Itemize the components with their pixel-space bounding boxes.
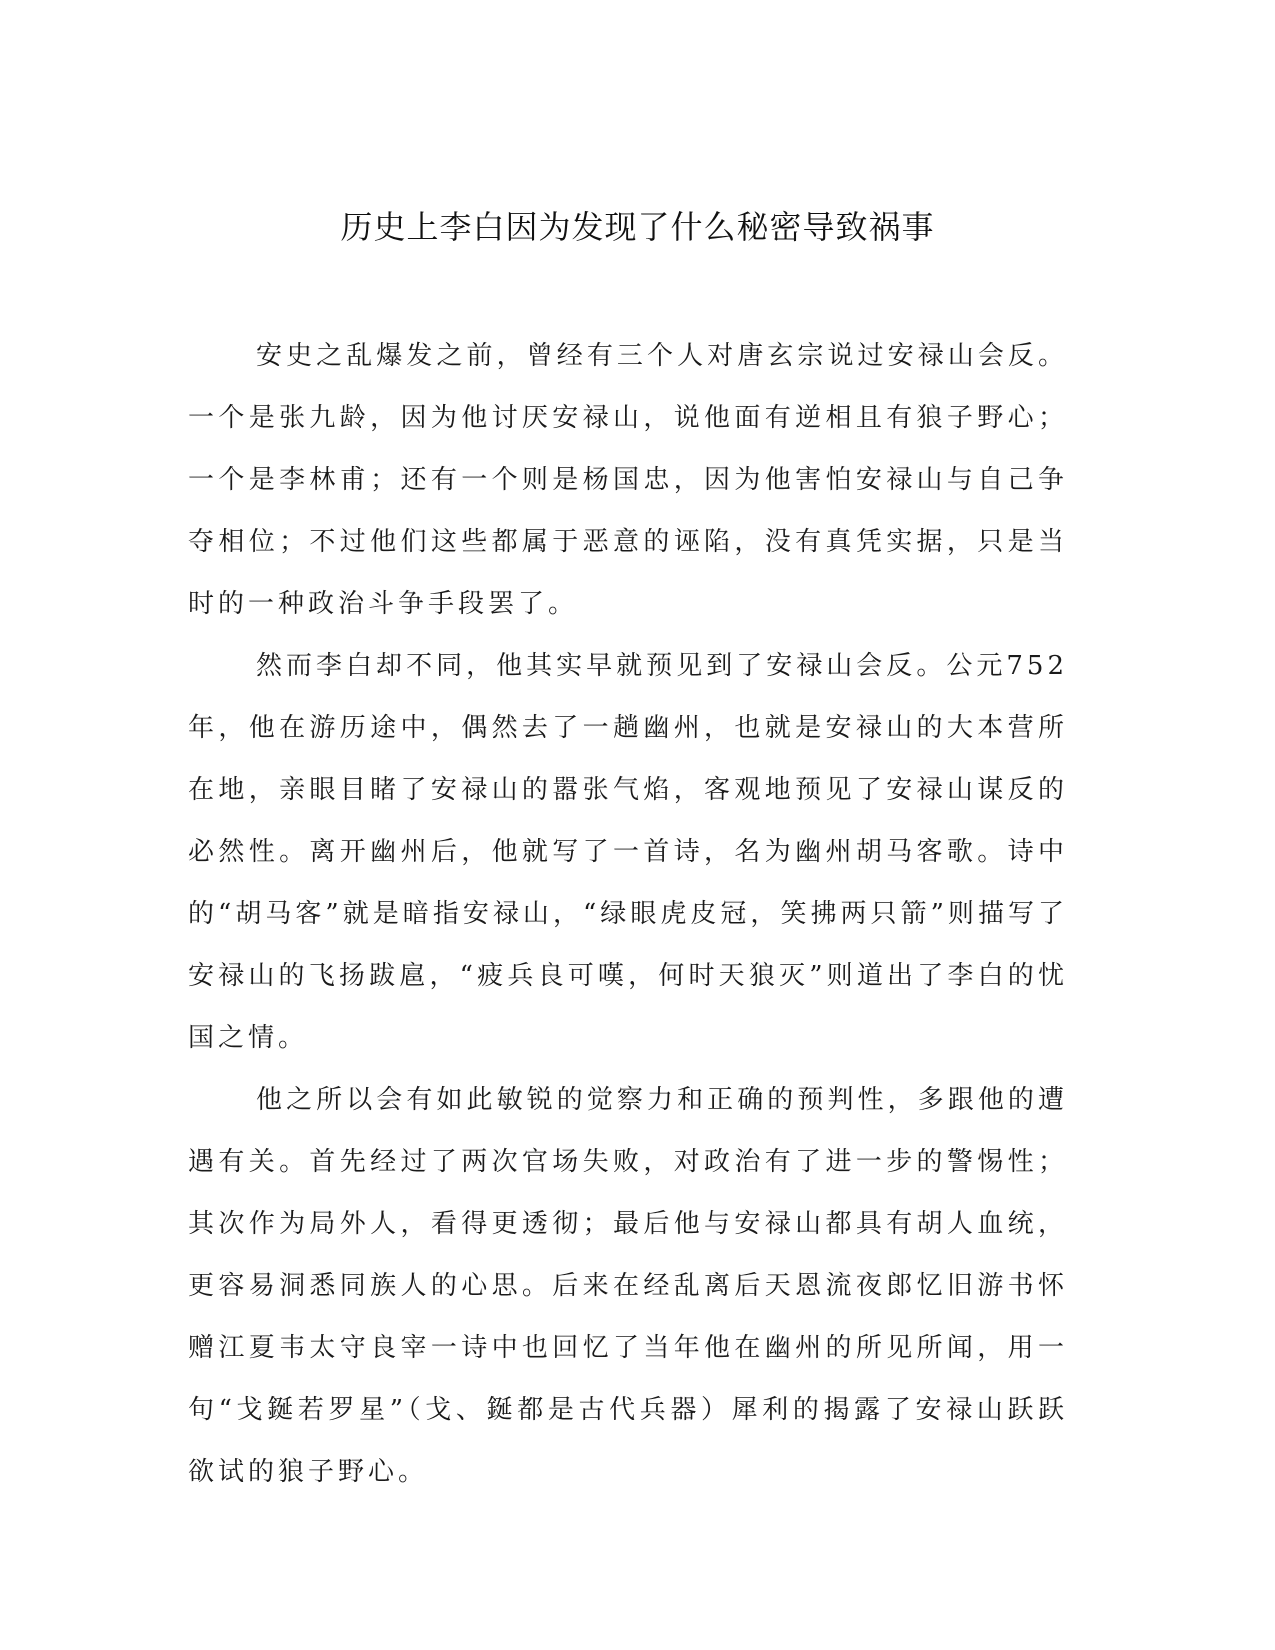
document-body: [188, 325, 1068, 1503]
paragraph-1: 安史之乱爆发之前，曾经有三个人对唐玄宗说过安禄山会反。一个是张九龄，因为他讨厌安禄山，说他面有逆相且有狼子野心；一个是李林甫；还有一个则是杨国忠，因为他害怕安禄山与自己争夺相位；不过他们这些都属于恶意的诬陷，没有真凭实据，只是当时的一种政治斗争手段罢了。: [188, 341, 1068, 619]
paragraph-3: 他之所以会有如此敏锐的觉察力和正确的预判性，多跟他的遭遇有关。首先经过了两次官场失败，对政治有了进一步的警惕性；其次作为局外人，看得更透彻；最后他与安禄山都具有胡人血统，更容易洞悉同族人的心思。后来在经乱离后天恩流夜郎忆旧游书怀赠江夏韦太守良宰一诗中也回忆了当年他在幽州的所见所闻，用一句“戈鋋若罗星”（戈、鋋都是古代兵器）犀利的揭露了安禄山跃跃欲试的狼子野心。: [188, 1085, 1068, 1487]
paragraph-2: 然而李白却不同，他其实早就预见到了安禄山会反。公元752年，他在游历途中，偶然去了一趟幽州，也就是安禄山的大本营所在地，亲眼目睹了安禄山的嚣张气焰，客观地预见了安禄山谋反的必然性。离开幽州后，他就写了一首诗，名为幽州胡马客歌。诗中的“胡马客”就是暗指安禄山，“绿眼虎皮冠，笑拂两只箭”则描写了安禄山的飞扬跋扈，“疲兵良可嘆，何时天狼灭”则道出了李白的忧国之情。: [188, 651, 1068, 1053]
document-title: 历史上李白因为发现了什么秘密导致祸事: [340, 208, 935, 246]
